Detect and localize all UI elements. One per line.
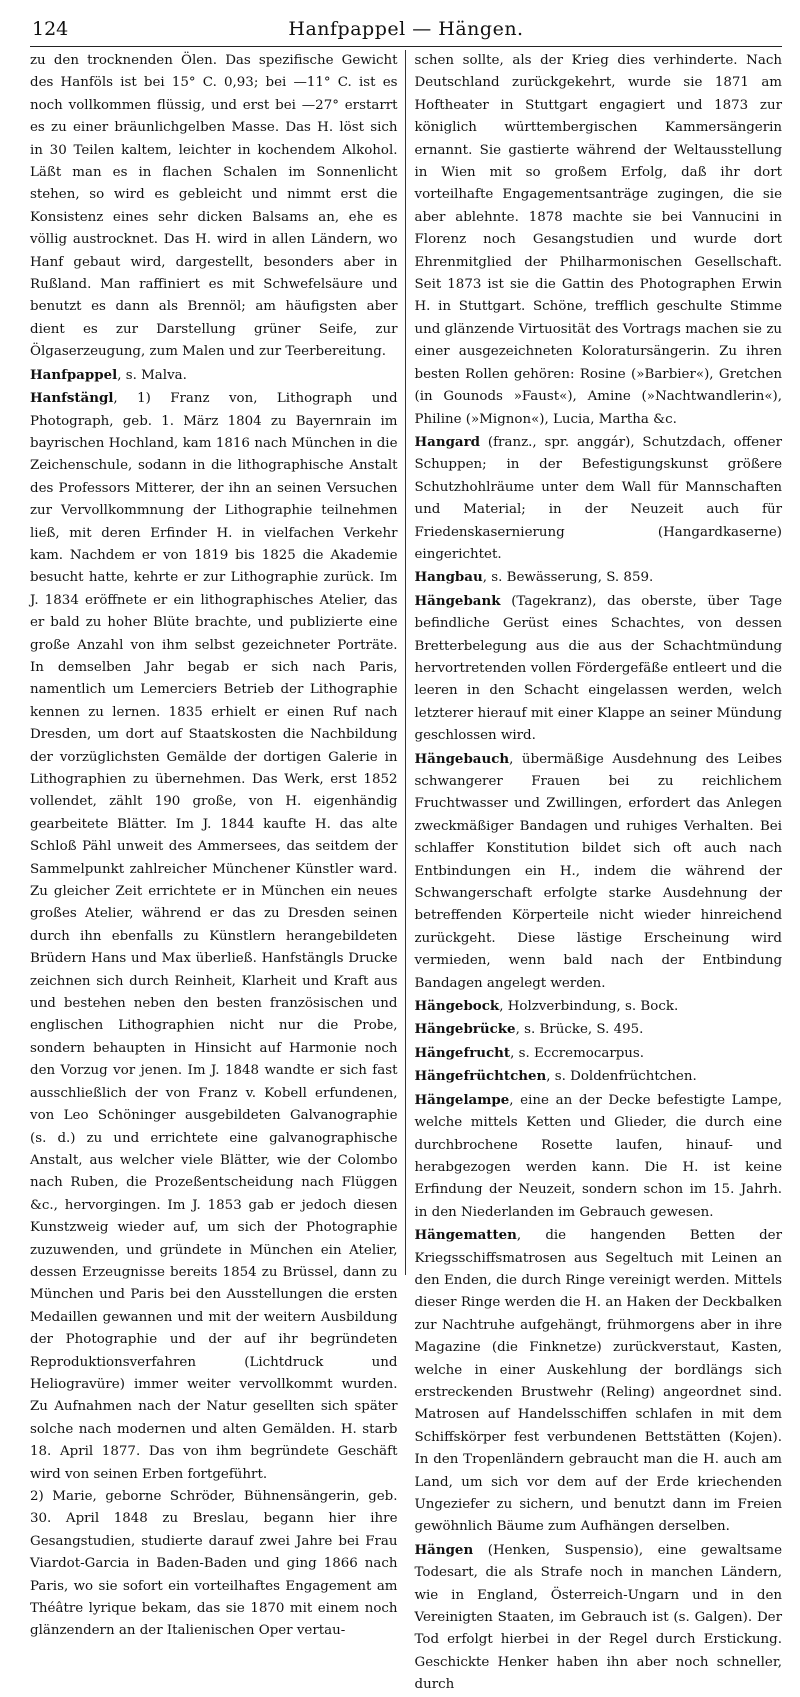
entry-text: (Tagekranz), das oberste, über Tage befindliche Gerüst eines Schachtes, von dessen Bretterbelegung aus die aus der Schachtmündung hervortretenden vollen Fördergefäße entleert und die leeren in den Schacht eingelassen werden, welch letzterer hierauf mit einer Klappe an seiner Mündung geschlossen wird. xyxy=(414,593,783,744)
entry-headword: Hängen xyxy=(414,1541,474,1558)
entry-text: , s. Eccremocarpus. xyxy=(510,1045,645,1061)
entry-headword: Hangbau xyxy=(414,569,483,586)
right-column xyxy=(406,50,783,1693)
entry-text: 2) Marie, geborne Schröder, Bühnensängerin, geb. 30. April 1848 zu Breslau, begann hier ihre Gesangstudien, studierte darauf zwei Jahre bei Frau Viardot-Garcia in Baden-Baden und ging 1866 nach Paris, wo sie sofort ein vorteilhaftes Engagement am Théâtre lyrique bekam, das sie 1870 mit einem noch glänzendern an der Italienischen Oper vertau- xyxy=(30,1489,398,1639)
entry-haengelampe xyxy=(415,1089,783,1224)
entry-text: , s. Brücke, S. 495. xyxy=(515,1022,644,1038)
entry-text: , Holzverbindung, s. Bock. xyxy=(499,999,679,1015)
entry-headword: Hängelampe xyxy=(414,1091,510,1108)
entry-haengebauch xyxy=(415,748,783,995)
page-header xyxy=(30,12,782,47)
entry-haengefruechtchen xyxy=(415,1065,783,1088)
entry-headword: Hängematten xyxy=(414,1227,517,1244)
entry-text: , 1) Franz von, Lithograph und Photograph, geb. 1. März 1804 zu Bayernrain im bayrischen Hochland, kam 1816 nach München in die Zeichenschule, sodann in die lithographische Anstalt des Professors Mitterer, der ihn an seinen Versuchen zur Vervollkommnung der Lithographie teilnehmen ließ, mit deren Erfinder H. in vielfachen Verkehr kam. Nachdem er von 1819 bis 1825 die Akademie besucht hatte, kehrte er zur Lithographie zurück. Im J. 1834 eröffnete er ein lithographisches Atelier, das er bald zu hoher Blüte brachte, und publizierte eine große Anzahl von ihm selbst gezeichneter Porträte. In demselben Jahr begab er sich nach Paris, namentlich um Lemerciers Betrieb der Lithographie kennen zu lernen. 1835 erhielt er einen Ruf nach Dresden, um dort auf Staatskosten die Nachbildung der vorzüglichsten Gemälde der dortigen Galerie in Lithographien zu übernehmen. Das Werk, erst 1852 vollendet, zählt 190 große, von H. eigenhändig gearbeitete Blätter. Im J. 1844 kaufte H. das alte Schloß Pähl unweit des Ammersees, das seitdem der Sammelpunkt zahlreicher Münchener Künstler ward. Zu gleicher Zeit errichtete er in München ein neues großes Atelier, während er das zu Dresden seinen durch ihn ebenfalls zu Künstlern herangebildeten Brüdern Hans und Max überließ. Hanfstängls Drucke zeichnen sich durch Reinheit, Klarheit und Kraft aus und bestehen neben den besten französischen und englischen Lithographien nicht nur die Probe, sondern behaupten in Hinsicht auf Harmonie noch den Vorzug vor jenen. Im J. 1848 wandte er sich fast ausschließlich der von Franz v. Kobell erfundenen, von Leo Schöninger ausgebildeten Galvanographie (s. d.) zu und errichtete eine galvanographische Anstalt, aus welcher viele Blätter, wie der Colombo nach Ruben, die Prozeßentscheidung nach Flüggen &c., hervorgingen. Im J. 1853 gab er jedoch diesen Kunstzweig wieder auf, um sich der Photographie zuzuwenden, und gründete in München ein Atelier, dessen Erzeugnisse bereits 1854 zu Brüssel, dann zu München und Paris bei den Ausstellungen die ersten Medaillen gewannen und mit der weitern Ausbildung der Photographie und der auf ihr begründeten Reproduktionsverfahren (Lichtdruck und Heliogravüre) immer weiter vervollkommt wurden. Zu Aufnahmen nach der Natur gesellten sich später solche nach modernen und alten Gemälden. H. starb 18. April 1877. Das von ihm begründete Geschäft wird von seinen Erben fortgeführt. xyxy=(30,391,398,1482)
entry-text: , eine an der Decke befestigte Lampe, welche mittels Ketten und Glieder, die durch eine durchbrochene Rosette laufen, hinauf- und herabgezogen werden kann. Die H. ist keine Erfindung der Neuzeit, sondern schon im 15. Jahrh. in den Niederlanden im Gebrauch gewesen. xyxy=(414,1092,783,1220)
entry-haengefrucht xyxy=(415,1042,783,1065)
entry-text: , die hangenden Betten der Kriegsschiffsmatrosen aus Segeltuch mit Leinen an den Enden, die durch Ringe vereinigt werden. Mittels dieser Ringe werden die H. an Haken der Deckbalken zur Nachtruhe aufgehängt, frühmorgens aber in ihre Magazine (die Finknetze) zurückverstaut, Kasten, welche in einer Auskehlung der bordlängs sich erstreckenden Brustwehr (Reling) angeordnet sind. Matrosen auf Handelsschiffen schlafen in mit dem Schiffskörper fest verbundenen Bettstätten (Kojen). In den Tropenländern gebraucht man die H. auch am Land, um sich vor dem auf der Erde kriechenden Ungeziefer zu sichern, und benutzt dann im Freien gewöhnlich Bäume zum Aufhängen derselben. xyxy=(414,1228,783,1535)
entry-hanfpappel xyxy=(30,364,398,387)
entry-text: , übermäßige Ausdehnung des Leibes schwangerer Frauen bei zu reichlichem Fruchtwasser und Zwillingen, erfordert das Anlegen zweckmäßiger Bandagen und ruhiges Verhalten. Bei schlaffer Konstitution bildet sich oft auch nach Entbindungen ein H., indem die während der Schwangerschaft erfolgte starke Ausdehnung der betreffenden Körperteile nicht wieder hinreichend zurückgeht. Diese lästige Erscheinung wird vermieden, wenn bald nach der Entbindung Bandagen angelegt werden. xyxy=(414,751,783,991)
entry-text: , s. Doldenfrüchtchen. xyxy=(546,1069,697,1085)
entry-text: (franz., spr. anggár), Schutzdach, offener Schuppen; in der Befestigungskunst größere Schutzhohlräume unter dem Wall für Mannschaften und Material; in der Neuzeit auch für Friedenskasernierung (Hangardkaserne) eingerichtet. xyxy=(414,434,783,562)
entry-text: schen sollte, als der Krieg dies verhinderte. Nach Deutschland zurückgekehrt, wurde sie 1871 am Hoftheater in Stuttgart engagiert und 1873 zur königlich württembergischen Kammersängerin ernannt. Sie gastierte während der Weltausstellung in Wien mit so großem Erfolg, daß ihr dort vorteilhafte Engagementsanträge zugingen, die sie aber ablehnte. 1878 machte sie bei Vannucini in Florenz noch Gesangstudien und wurde dort Ehrenmitglied der Philharmonischen Gesellschaft. Seit 1873 ist sie die Gattin des Photographen Erwin H. in Stuttgart. Schöne, trefflich geschulte Stimme und glänzende Virtuosität des Vortrags machen sie zu einer ausgezeichneten Koloratursängerin. Zu ihren besten Rollen gehören: Rosine (»Barbier«), Gretchen (in Gounods »Faust«), Amine (»Nachtwandlerin«), Philine (»Mignon«), Lucia, Martha &c. xyxy=(414,53,783,427)
entry-haengematten xyxy=(415,1224,783,1539)
entry-text: , s. Malva. xyxy=(117,367,187,383)
entry-haengebruecke xyxy=(415,1018,783,1041)
entry-text: zu den trocknenden Ölen. Das spezifische Gewicht des Hanföls ist bei 15° C. 0,93; bei —11° C. ist es noch vollkommen flüssig, und erst bei —27° erstarrt es zu einer bräunlichgelben Masse. Das H. löst sich in 30 Teilen kaltem, leichter in kochendem Alkohol. Läßt man es in flachen Schalen im Sonnenlicht stehen, so wird es gebleicht und nimmt erst die Konsistenz eines sehr dicken Balsams an, ehe es völlig austrocknet. Das H. wird in allen Ländern, wo Hanf gebaut wird, dargestellt, besonders aber in Rußland. Man raffiniert es mit Schwefelsäure und benutzt es dann als Brennöl; am häufigsten aber dient es zur Darstellung grüner Seife, zur Ölgaserzeugung, zum Malen und zur Teerbereitung. xyxy=(30,53,398,360)
entry-hanfoel-continuation xyxy=(30,50,398,364)
entry-hanfstaengl-marie xyxy=(30,1486,398,1643)
running-head: Hanfpappel — Hängen. xyxy=(288,18,524,40)
entry-headword: Hanfpappel xyxy=(30,366,118,383)
entry-haengebank xyxy=(415,590,783,748)
entry-text: , s. Bewässerung, S. 859. xyxy=(482,570,654,586)
text-columns xyxy=(30,50,783,1693)
entry-headword: Hanfstängl xyxy=(30,390,114,407)
entry-headword: Hängebank xyxy=(414,592,501,609)
entry-headword: Hängebrücke xyxy=(414,1021,516,1038)
entry-text: (Henken, Suspensio), eine gewaltsame Todesart, die als Strafe noch in manchen Ländern, wie in England, Österreich-Ungarn und in den Vereinigten Staaten, im Gebrauch ist (s. Galgen). Der Tod erfolgt hierbei in der Regel durch Erstickung. Geschickte Henker haben ihn aber noch schneller, durch xyxy=(414,1542,783,1693)
entry-hangbau xyxy=(415,566,783,589)
entry-headword: Hängebauch xyxy=(414,750,510,767)
entry-haengebock xyxy=(415,995,783,1018)
page-number: 124 xyxy=(32,18,69,40)
entry-hanfstaengl-continuation xyxy=(415,50,783,431)
entry-haengen xyxy=(415,1539,783,1697)
entry-hanfstaengl xyxy=(30,387,398,1486)
entry-headword: Hängebock xyxy=(414,998,500,1015)
entry-headword: Hangard xyxy=(414,433,481,450)
entry-headword: Hängefrüchtchen xyxy=(414,1068,547,1085)
left-column xyxy=(30,50,405,1639)
entry-headword: Hängefrucht xyxy=(414,1044,511,1061)
entry-hangard xyxy=(415,431,783,566)
